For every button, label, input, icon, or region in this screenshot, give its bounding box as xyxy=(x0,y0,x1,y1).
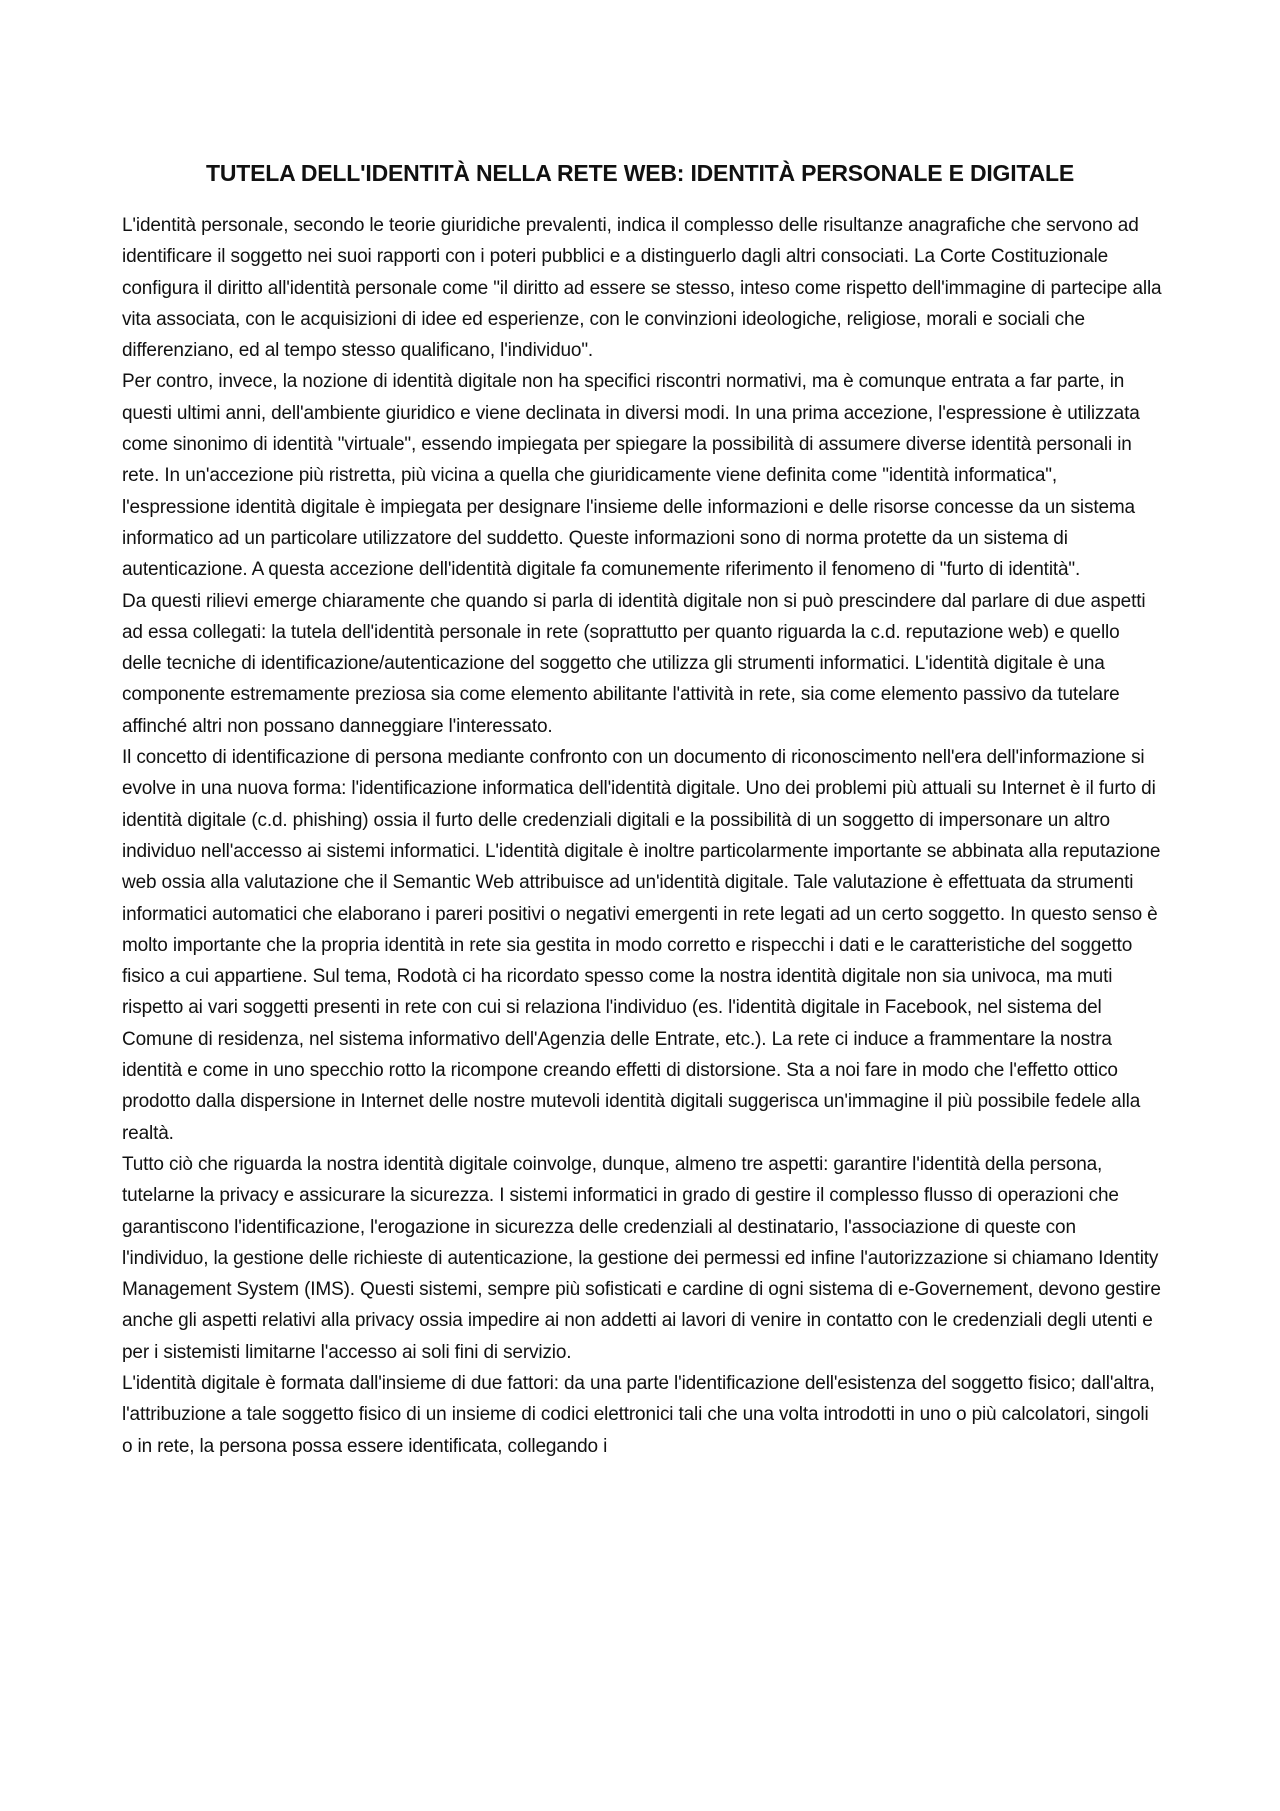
paragraph-tutela-e-autenticazione: Da questi rilievi emerge chiaramente che quando si parla di identità digitale non si può prescindere dal parlare di due aspetti ad essa collegati: la tutela dell'identità personale in rete (soprattutto per quanto riguarda la c.d. reputazione web) e quello delle tecniche di identificazione/autenticazione del soggetto che utilizza gli strumenti informatici. L'identità digitale è una componente estremamente preziosa sia come elemento abilitante l'attività in rete, sia come elemento passivo da tutelare affinché altri non possano danneggiare l'interessato. xyxy=(122,590,1146,737)
paragraph-identita-digitale: Per contro, invece, la nozione di identità digitale non ha specifici riscontri normativi, ma è comunque entrata a far parte, in questi ultimi anni, dell'ambiente giuridico e viene declinata in diversi modi. In una prima accezione, l'espressione è utilizzata come sinonimo di identità "virtuale", essendo impiegata per spiegare la possibilità di assumere diverse identità personali in rete. In un'accezione più ristretta, più vicina a quella che giuridicamente viene definita come "identità informatica", l'espressione identità digitale è impiegata per designare l'insieme delle informazioni e delle risorse concesse da un sistema informatico ad un particolare utilizzatore del suddetto. Queste informazioni sono di norma protette da un sistema di autenticazione. A questa accezione dell'identità digitale fa comunemente riferimento il fenomeno di "furto di identità". xyxy=(122,371,1140,581)
paragraph-fattori-identita: L'identità digitale è formata dall'insieme di due fattori: da una parte l'identificazione dell'esistenza del soggetto fisico; dall'altra, l'attribuzione a tale soggetto fisico di un insieme di codici elettronici tali che una volta introdotti in uno o più calcolatori, singoli o in rete, la persona possa essere identificata, collegando i xyxy=(122,1372,1155,1457)
paragraph-identita-personale: L'identità personale, secondo le teorie giuridiche prevalenti, indica il complesso delle risultanze anagrafiche che servono ad identificare il soggetto nei suoi rapporti con i poteri pubblici e a distinguerlo dagli altri consociati. La Corte Costituzionale configura il diritto all'identità personale come "il diritto ad essere se stesso, inteso come rispetto dell'immagine di partecipe alla vita associata, con le acquisizioni di idee ed esperienze, con le convinzioni ideologiche, religiose, morali e sociali che differenziano, ed al tempo stesso qualificano, l'individuo". xyxy=(122,215,1162,362)
document-body xyxy=(122,210,1162,1462)
paragraph-identificazione-informatica: Il concetto di identificazione di persona mediante confronto con un documento di riconoscimento nell'era dell'informazione si evolve in una nuova forma: l'identificazione informatica dell'identità digitale. Uno dei problemi più attuali su Internet è il furto di identità digitale (c.d. phishing) ossia il furto delle credenziali digitali e la possibilità di un soggetto di impersonare un altro individuo nell'accesso ai sistemi informatici. L'identità digitale è inoltre particolarmente importante se abbinata alla reputazione web ossia alla valutazione che il Semantic Web attribuisce ad un'identità digitale. Tale valutazione è effettuata da strumenti informatici automatici che elaborano i pareri positivi o negativi emergenti in rete legati ad un certo soggetto. In questo senso è molto importante che la propria identità in rete sia gestita in modo corretto e rispecchi i dati e le caratteristiche del soggetto fisico a cui appartiene. Sul tema, Rodotà ci ha ricordato spesso come la nostra identità digitale non sia univoca, ma muti rispetto ai vari soggetti presenti in rete con cui si relaziona l'individuo (es. l'identità digitale in Facebook, nel sistema del Comune di residenza, nel sistema informativo dell'Agenzia delle Entrate, etc.). La rete ci induce a frammentare la nostra identità e come in uno specchio rotto la ricompone creando effetti di distorsione. Sta a noi fare in modo che l'effetto ottico prodotto dalla dispersione in Internet delle nostre mutevoli identità digitali suggerisca un'immagine il più possibile fedele alla realtà. xyxy=(122,747,1161,1144)
paragraph-identity-management: Tutto ciò che riguarda la nostra identità digitale coinvolge, dunque, almeno tre aspetti: garantire l'identità della persona, tutelarne la privacy e assicurare la sicurezza. I sistemi informatici in grado di gestire il complesso flusso di operazioni che garantiscono l'identificazione, l'erogazione in sicurezza delle credenziali al destinatario, l'associazione di queste con l'individuo, la gestione delle richieste di autenticazione, la gestione dei permessi ed infine l'autorizzazione si chiamano Identity Management System (IMS). Questi sistemi, sempre più sofisticati e cardine di ogni sistema di e-Governement, devono gestire anche gli aspetti relativi alla privacy ossia impedire ai non addetti ai lavori di venire in contatto con le credenziali degli utenti e per i sistemisti limitarne l'accesso ai soli fini di servizio. xyxy=(122,1153,1161,1363)
document-title: TUTELA DELL'IDENTITÀ NELLA RETE WEB: IDENTITÀ PERSONALE E DIGITALE xyxy=(206,160,1074,186)
